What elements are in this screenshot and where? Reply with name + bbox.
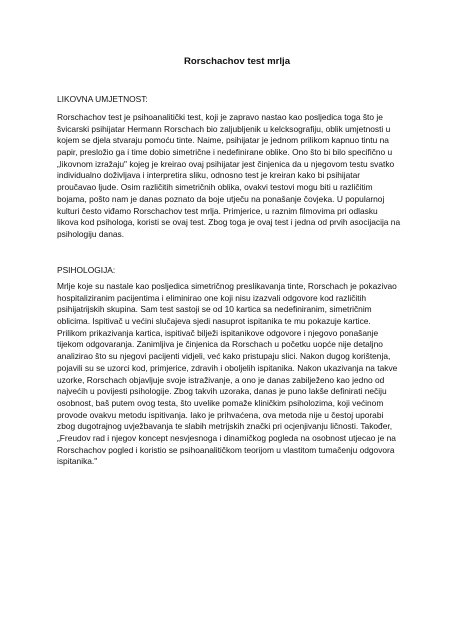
section-heading-psihologija: PSIHOLOGIJA: xyxy=(57,265,116,275)
text-line: pojavili su se uzorci kod, primjerice, zdravih i oboljelih ispitanika. Nakon ukazivanja na takve xyxy=(57,362,398,373)
text-line: najvećih u povijesti psihologije. Zbog takvih uzoraka, danas je puno lakše definirati nečiju xyxy=(57,386,387,397)
section-heading-likovna-umjetnost: LIKOVNA UMJETNOST: xyxy=(57,94,148,104)
text-line: ispitanika." xyxy=(57,456,98,467)
text-line: hospitaliziranim pacijentima i eliminirao one koji nisu izazvali odgovore kod različitih xyxy=(57,292,367,303)
text-line: kojem se djela stvaraju pomoću tinte. Naime, psihijatar je jednom prilikom kapnuo tintu na xyxy=(57,135,389,146)
document-title: Rorschachov test mrlja xyxy=(183,56,291,67)
text-line: oblicima. Ispitivač u većini slučajeva sjedi nasuprot ispitanika te mu pokazuje kartice. xyxy=(57,316,371,327)
text-line: analizirao što su njegovi pacijenti vidjeli, već kako pristupaju slici. Nakon dugog korištenja, xyxy=(57,351,391,362)
text-line: kulturi često viđamo Rorschachov test mrlja. Primjerice, u raznim filmovima pri odlasku xyxy=(57,205,378,216)
section-body-psihologija xyxy=(57,281,437,468)
text-line: zbog dugotrajnog uvježbavanja te slabih metrijskih znački pri ocjenjivanju ličnosti. Također, xyxy=(57,421,393,432)
text-line: Rorschachov test je psihoanalitički test, koji je zapravo nastao kao posljedica toga što je xyxy=(57,112,383,122)
text-line: bojama, pošto nam je danas poznato da boje utječu na ponašanje čovjeka. U popularnoj xyxy=(57,193,385,204)
text-line: provode ovakvu metodu ispitivanja. Iako je prihvaćena, ova metoda nije u čestoj uporabi xyxy=(57,409,384,420)
text-line: psihologiju danas. xyxy=(57,228,125,239)
section-body-likovna-umjetnost xyxy=(57,112,437,241)
text-line: osobnost, baš putem ovog testa, što uvelike pomaže kliničkim psiholozima, koji većinom xyxy=(57,397,384,408)
text-line: likova kod psihologa, koristi se ovaj test. Zbog toga je ovaj test i jedna od prvih asocijacija na xyxy=(57,217,401,228)
text-line: Mrlje koje su nastale kao posljedica simetričnog preslikavanja tinte, Rorschach je pokazivao xyxy=(57,281,397,291)
text-line: tijekom odgovaranja. Zanimljiva je činjenica da Rorschach u početku uopće nije detaljno xyxy=(57,339,383,350)
text-line: švicarski psihijatar Hermann Rorschach bio zaljubljenik u kelcksografiju, oblik umjetnosti u xyxy=(57,123,391,134)
text-line: Rorschachov pogled i koristio se psihoanalitičkom teorijom u vlastitom tumačenju odgovora xyxy=(57,444,395,455)
text-line: uzorke, Rorschach objavljuje svoje istraživanje, a ono je danas zabilježeno kao jedno od xyxy=(57,374,385,385)
text-line: individualno doživljava i interpretira sliku, odnosno test je kreiran kako bi psihijatar xyxy=(57,170,361,181)
text-line: psihijatrijskih skupina. Sam test sastoji se od 10 kartica sa nedefiniranim, simetričnim xyxy=(57,304,372,315)
text-line: „likovnom izražaju" kojeg je kreirao ovaj psihijatar jest činjenica da u njegovom testu svatko xyxy=(57,158,395,169)
text-line: Prilikom prikazivanja kartica, ispitivač bilježi ispitanikove odgovore i njegovo ponašanje xyxy=(57,327,379,338)
text-line: „Freudov rad i njegov koncept nesvjesnoga i dinamičkog pogleda na osobnost utjecao je na xyxy=(57,432,396,443)
text-line: papir, presložio ga i time dobio simetrične i nedefinirane oblike. Ono što bi bilo specifično u xyxy=(57,147,393,158)
text-line: proučavao ljude. Osim različitih simetričnih oblika, ovakvi testovi mogu biti u različitim xyxy=(57,182,373,193)
